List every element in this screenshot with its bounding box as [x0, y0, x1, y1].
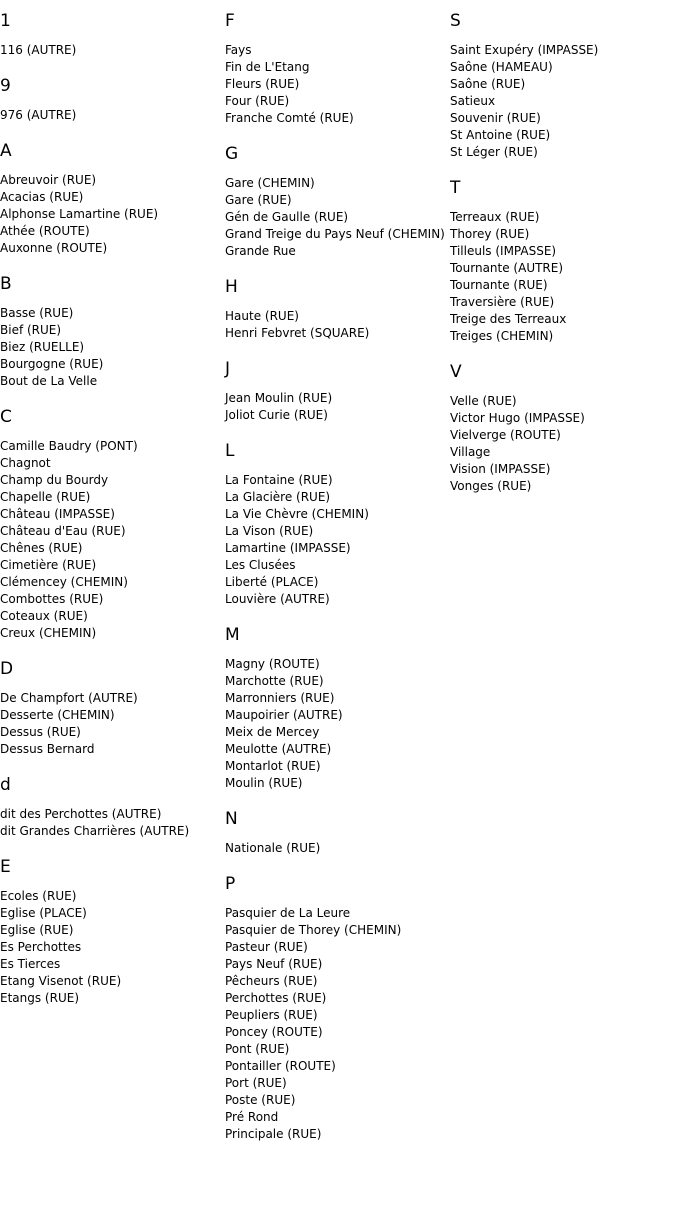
street-link[interactable]: Biez (RUELLE) — [0, 340, 85, 354]
letter-section — [0, 75, 225, 124]
street-link[interactable]: Etang Visenot (RUE) — [0, 974, 122, 988]
street-link[interactable]: De Champfort (AUTRE) — [0, 691, 138, 705]
street-link[interactable]: Franche Comté (RUE) — [225, 111, 354, 125]
street-link[interactable]: Marchotte (RUE) — [225, 674, 324, 688]
letter-section — [0, 140, 225, 257]
letter-heading: C — [0, 407, 12, 427]
street-link[interactable]: Jean Moulin (RUE) — [225, 391, 333, 405]
street-link[interactable]: Dessus (RUE) — [0, 725, 81, 739]
street-link[interactable]: Maupoirier (AUTRE) — [225, 708, 343, 722]
letter-heading: A — [0, 141, 12, 161]
street-link[interactable]: Chênes (RUE) — [0, 541, 83, 555]
letter-heading: M — [225, 625, 240, 645]
street-link[interactable]: 116 (AUTRE) — [0, 43, 77, 57]
street-link[interactable]: Village — [450, 445, 491, 459]
street-link[interactable]: Es Perchottes — [0, 940, 82, 954]
letter-heading: 9 — [0, 76, 11, 96]
letter-section — [0, 658, 225, 758]
street-link[interactable]: Port (RUE) — [225, 1076, 287, 1090]
letter-heading: J — [225, 359, 231, 379]
street-link[interactable]: Dessus Bernard — [0, 742, 95, 756]
street-link[interactable]: Magny (ROUTE) — [225, 657, 320, 671]
letter-heading: F — [225, 11, 235, 31]
letter-section — [450, 10, 675, 161]
street-link[interactable]: La Vie Chèvre (CHEMIN) — [225, 507, 369, 521]
street-link[interactable]: Terreaux (RUE) — [450, 210, 540, 224]
street-link[interactable]: Pasquier de Thorey (CHEMIN) — [225, 923, 402, 937]
letter-heading: H — [225, 277, 238, 297]
street-link[interactable]: Gare (CHEMIN) — [225, 176, 315, 190]
street-link[interactable]: Ecoles (RUE) — [0, 889, 77, 903]
street-link[interactable]: Gén de Gaulle (RUE) — [225, 210, 349, 224]
street-link[interactable]: Pasquier de La Leure — [225, 906, 351, 920]
street-link[interactable]: Abreuvoir (RUE) — [0, 173, 97, 187]
street-link[interactable]: Henri Febvret (SQUARE) — [225, 326, 370, 340]
letter-section — [225, 873, 450, 1143]
street-link[interactable]: Traversière (RUE) — [450, 295, 555, 309]
street-link[interactable]: Eglise (PLACE) — [0, 906, 87, 920]
street-link[interactable]: Meulotte (AUTRE) — [225, 742, 332, 756]
street-link[interactable]: Chagnot — [0, 456, 51, 470]
street-link[interactable]: Montarlot (RUE) — [225, 759, 321, 773]
street-link[interactable]: Alphonse Lamartine (RUE) — [0, 207, 159, 221]
street-link[interactable]: Bourgogne (RUE) — [0, 357, 104, 371]
letter-heading: V — [450, 362, 462, 382]
street-link[interactable]: Four (RUE) — [225, 94, 290, 108]
street-link[interactable]: Fleurs (RUE) — [225, 77, 300, 91]
street-link[interactable]: Desserte (CHEMIN) — [0, 708, 115, 722]
street-link[interactable]: Combottes (RUE) — [0, 592, 104, 606]
street-link[interactable]: St Léger (RUE) — [450, 145, 538, 159]
street-link[interactable]: Champ du Bourdy — [0, 473, 109, 487]
street-link[interactable]: Saône (HAMEAU) — [450, 60, 553, 74]
street-link[interactable]: Tournante (RUE) — [450, 278, 548, 292]
street-link[interactable]: Tilleuls (IMPASSE) — [450, 244, 557, 258]
street-link[interactable]: Poste (RUE) — [225, 1093, 296, 1107]
letter-section — [0, 774, 225, 840]
street-link[interactable]: Gare (RUE) — [225, 193, 292, 207]
street-link[interactable]: dit des Perchottes (AUTRE) — [0, 807, 162, 821]
letter-heading: S — [450, 11, 461, 31]
letter-heading: D — [0, 659, 14, 679]
street-link[interactable]: Thorey (RUE) — [450, 227, 530, 241]
street-index-column — [0, 10, 225, 1023]
street-link[interactable]: Grand Treige du Pays Neuf (CHEMIN) — [225, 227, 445, 241]
street-link[interactable]: Souvenir (RUE) — [450, 111, 541, 125]
street-link[interactable]: Treiges (CHEMIN) — [450, 329, 554, 343]
street-link[interactable]: Acacias (RUE) — [0, 190, 84, 204]
street-link[interactable]: Meix de Mercey — [225, 725, 320, 739]
letter-heading: d — [0, 775, 11, 795]
street-link[interactable]: Saint Exupéry (IMPASSE) — [450, 43, 599, 57]
letter-section — [0, 856, 225, 1007]
street-link[interactable]: Grande Rue — [225, 244, 296, 258]
street-link[interactable]: Fin de L'Etang — [225, 60, 310, 74]
street-link[interactable]: Pontailler (ROUTE) — [225, 1059, 336, 1073]
street-link[interactable]: La Vison (RUE) — [225, 524, 314, 538]
letter-section — [225, 808, 450, 857]
street-link[interactable]: Vonges (RUE) — [450, 479, 532, 493]
street-link[interactable]: Liberté (PLACE) — [225, 575, 319, 589]
street-link[interactable]: Lamartine (IMPASSE) — [225, 541, 351, 555]
street-link[interactable]: Clémencey (CHEMIN) — [0, 575, 128, 589]
street-link[interactable]: Eglise (RUE) — [0, 923, 74, 937]
street-link[interactable]: Pays Neuf (RUE) — [225, 957, 323, 971]
street-link[interactable]: Chapelle (RUE) — [0, 490, 91, 504]
street-index-column — [225, 10, 450, 1159]
street-link[interactable]: Tournante (AUTRE) — [450, 261, 564, 275]
street-link[interactable]: Fays — [225, 43, 252, 57]
street-link[interactable]: Principale (RUE) — [225, 1127, 322, 1141]
street-link[interactable]: dit Grandes Charrières (AUTRE) — [0, 824, 190, 838]
street-index-column — [450, 10, 675, 511]
letter-section — [450, 361, 675, 495]
street-link[interactable]: Pasteur (RUE) — [225, 940, 308, 954]
street-link[interactable]: Bout de La Velle — [0, 374, 98, 388]
street-link[interactable]: Es Tierces — [0, 957, 61, 971]
street-link[interactable]: Etangs (RUE) — [0, 991, 79, 1005]
street-link[interactable]: Louvière (AUTRE) — [225, 592, 330, 606]
letter-heading: E — [0, 857, 11, 877]
street-link[interactable]: Moulin (RUE) — [225, 776, 303, 790]
street-link[interactable]: Haute (RUE) — [225, 309, 299, 323]
street-link[interactable]: Satieux — [450, 94, 496, 108]
street-link[interactable]: Château (IMPASSE) — [0, 507, 115, 521]
street-link[interactable]: 976 (AUTRE) — [0, 108, 77, 122]
street-link[interactable]: St Antoine (RUE) — [450, 128, 551, 142]
letter-heading: T — [450, 178, 461, 198]
street-link[interactable]: Cimetière (RUE) — [0, 558, 97, 572]
street-link[interactable]: Creux (CHEMIN) — [0, 626, 97, 640]
street-link[interactable]: La Glacière (RUE) — [225, 490, 331, 504]
letter-section — [0, 273, 225, 390]
street-link[interactable]: Athée (ROUTE) — [0, 224, 90, 238]
street-link[interactable]: Marronniers (RUE) — [225, 691, 335, 705]
street-link[interactable]: Coteaux (RUE) — [0, 609, 88, 623]
letter-section — [0, 10, 225, 59]
street-link[interactable]: Pré Rond — [225, 1110, 279, 1124]
street-link[interactable]: La Fontaine (RUE) — [225, 473, 333, 487]
street-link[interactable]: Joliot Curie (RUE) — [225, 408, 328, 422]
letter-section — [225, 440, 450, 608]
street-link[interactable]: Perchottes (RUE) — [225, 991, 327, 1005]
letter-section — [225, 624, 450, 792]
letter-section — [225, 276, 450, 342]
letter-heading: L — [225, 441, 235, 461]
street-link[interactable]: Auxonne (ROUTE) — [0, 241, 108, 255]
street-link[interactable]: Nationale (RUE) — [225, 841, 321, 855]
street-link[interactable]: Treige des Terreaux — [450, 312, 567, 326]
street-link[interactable]: Saône (RUE) — [450, 77, 526, 91]
letter-heading: G — [225, 144, 239, 164]
street-link[interactable]: Peupliers (RUE) — [225, 1008, 318, 1022]
street-link[interactable]: Pont (RUE) — [225, 1042, 290, 1056]
letter-heading: N — [225, 809, 238, 829]
street-link[interactable]: Basse (RUE) — [0, 306, 74, 320]
street-link[interactable]: Velle (RUE) — [450, 394, 517, 408]
street-link[interactable]: Vision (IMPASSE) — [450, 462, 551, 476]
letter-heading: P — [225, 874, 236, 894]
street-link[interactable]: Les Clusées — [225, 558, 296, 572]
letter-section — [225, 358, 450, 424]
street-link[interactable]: Bief (RUE) — [0, 323, 62, 337]
letter-heading: 1 — [0, 11, 11, 31]
letter-section — [450, 177, 675, 345]
street-link[interactable]: Poncey (ROUTE) — [225, 1025, 323, 1039]
street-link[interactable]: Vielverge (ROUTE) — [450, 428, 561, 442]
street-link[interactable]: Camille Baudry (PONT) — [0, 439, 138, 453]
letter-section — [225, 143, 450, 260]
letter-section — [0, 406, 225, 642]
letter-heading: B — [0, 274, 12, 294]
street-link[interactable]: Pêcheurs (RUE) — [225, 974, 318, 988]
street-link[interactable]: Victor Hugo (IMPASSE) — [450, 411, 585, 425]
street-link[interactable]: Château d'Eau (RUE) — [0, 524, 126, 538]
letter-section — [225, 10, 450, 127]
